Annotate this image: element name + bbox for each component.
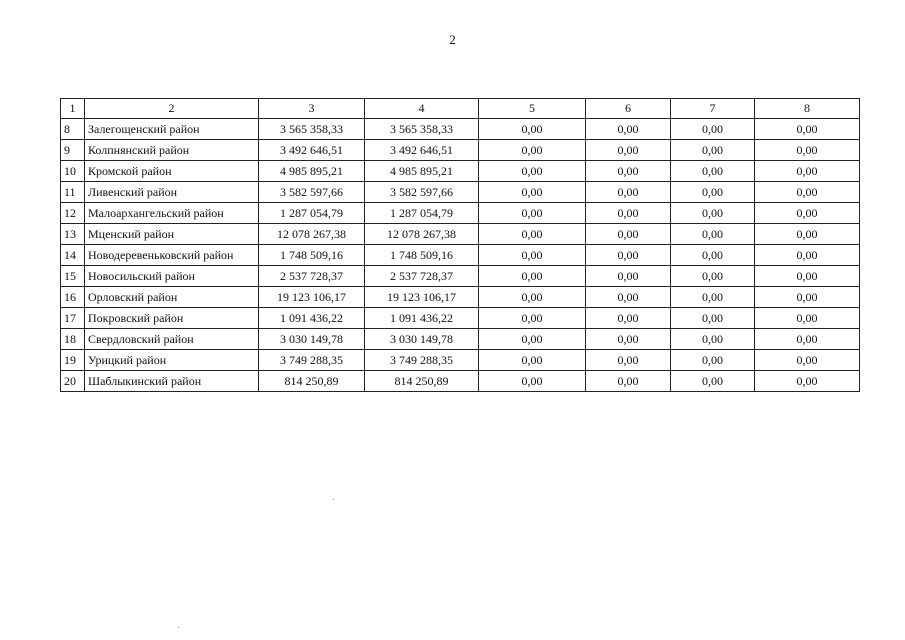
column-6-cell: 0,00 bbox=[586, 182, 671, 203]
column-3-cell: 4 985 895,21 bbox=[259, 161, 365, 182]
row-number-cell: 14 bbox=[61, 245, 85, 266]
column-header-1: 1 bbox=[61, 99, 85, 119]
row-number-cell: 17 bbox=[61, 308, 85, 329]
column-7-cell: 0,00 bbox=[671, 266, 755, 287]
column-4-cell: 3 565 358,33 bbox=[365, 119, 479, 140]
column-5-cell: 0,00 bbox=[479, 224, 586, 245]
column-8-cell: 0,00 bbox=[755, 245, 860, 266]
column-header-2: 2 bbox=[85, 99, 259, 119]
column-3-cell: 3 030 149,78 bbox=[259, 329, 365, 350]
column-7-cell: 0,00 bbox=[671, 224, 755, 245]
table-row bbox=[61, 224, 860, 245]
scan-speck bbox=[333, 499, 334, 500]
scan-speck bbox=[178, 627, 179, 628]
column-8-cell: 0,00 bbox=[755, 266, 860, 287]
column-header-8: 8 bbox=[755, 99, 860, 119]
district-name-cell: Свердловский район bbox=[85, 329, 259, 350]
column-8-cell: 0,00 bbox=[755, 182, 860, 203]
column-5-cell: 0,00 bbox=[479, 182, 586, 203]
column-6-cell: 0,00 bbox=[586, 224, 671, 245]
column-3-cell: 1 091 436,22 bbox=[259, 308, 365, 329]
table-row bbox=[61, 203, 860, 224]
column-4-cell: 19 123 106,17 bbox=[365, 287, 479, 308]
district-name-cell: Ливенский район bbox=[85, 182, 259, 203]
column-header-7: 7 bbox=[671, 99, 755, 119]
table-row bbox=[61, 140, 860, 161]
column-header-5: 5 bbox=[479, 99, 586, 119]
row-number-cell: 15 bbox=[61, 266, 85, 287]
column-4-cell: 2 537 728,37 bbox=[365, 266, 479, 287]
table-row bbox=[61, 287, 860, 308]
column-header-4: 4 bbox=[365, 99, 479, 119]
column-7-cell: 0,00 bbox=[671, 287, 755, 308]
column-6-cell: 0,00 bbox=[586, 308, 671, 329]
page-number: 2 bbox=[449, 32, 456, 47]
column-4-cell: 1 748 509,16 bbox=[365, 245, 479, 266]
column-4-cell: 3 030 149,78 bbox=[365, 329, 479, 350]
column-7-cell: 0,00 bbox=[671, 329, 755, 350]
column-5-cell: 0,00 bbox=[479, 161, 586, 182]
row-number-cell: 16 bbox=[61, 287, 85, 308]
row-number-cell: 8 bbox=[61, 119, 85, 140]
column-6-cell: 0,00 bbox=[586, 329, 671, 350]
column-8-cell: 0,00 bbox=[755, 371, 860, 392]
table-row bbox=[61, 119, 860, 140]
table-row bbox=[61, 329, 860, 350]
column-header-6: 6 bbox=[586, 99, 671, 119]
column-4-cell: 4 985 895,21 bbox=[365, 161, 479, 182]
column-5-cell: 0,00 bbox=[479, 308, 586, 329]
column-3-cell: 814 250,89 bbox=[259, 371, 365, 392]
column-6-cell: 0,00 bbox=[586, 140, 671, 161]
column-5-cell: 0,00 bbox=[479, 140, 586, 161]
district-name-cell: Залегощенский район bbox=[85, 119, 259, 140]
column-6-cell: 0,00 bbox=[586, 161, 671, 182]
column-5-cell: 0,00 bbox=[479, 266, 586, 287]
column-6-cell: 0,00 bbox=[586, 203, 671, 224]
column-header-3: 3 bbox=[259, 99, 365, 119]
district-name-cell: Новодеревеньковский район bbox=[85, 245, 259, 266]
column-7-cell: 0,00 bbox=[671, 161, 755, 182]
row-number-cell: 19 bbox=[61, 350, 85, 371]
column-3-cell: 3 565 358,33 bbox=[259, 119, 365, 140]
column-7-cell: 0,00 bbox=[671, 140, 755, 161]
column-4-cell: 3 749 288,35 bbox=[365, 350, 479, 371]
column-8-cell: 0,00 bbox=[755, 329, 860, 350]
district-name-cell: Малоархангельский район bbox=[85, 203, 259, 224]
district-name-cell: Кромской район bbox=[85, 161, 259, 182]
row-number-cell: 12 bbox=[61, 203, 85, 224]
district-name-cell: Колпнянский район bbox=[85, 140, 259, 161]
district-name-cell: Мценский район bbox=[85, 224, 259, 245]
table-row bbox=[61, 182, 860, 203]
table-row bbox=[61, 161, 860, 182]
column-4-cell: 814 250,89 bbox=[365, 371, 479, 392]
column-6-cell: 0,00 bbox=[586, 371, 671, 392]
table-row bbox=[61, 308, 860, 329]
column-7-cell: 0,00 bbox=[671, 203, 755, 224]
column-8-cell: 0,00 bbox=[755, 308, 860, 329]
column-5-cell: 0,00 bbox=[479, 371, 586, 392]
column-7-cell: 0,00 bbox=[671, 245, 755, 266]
column-3-cell: 3 492 646,51 bbox=[259, 140, 365, 161]
column-7-cell: 0,00 bbox=[671, 371, 755, 392]
column-8-cell: 0,00 bbox=[755, 161, 860, 182]
column-7-cell: 0,00 bbox=[671, 350, 755, 371]
column-4-cell: 1 091 436,22 bbox=[365, 308, 479, 329]
column-5-cell: 0,00 bbox=[479, 329, 586, 350]
district-name-cell: Покровский район bbox=[85, 308, 259, 329]
column-3-cell: 2 537 728,37 bbox=[259, 266, 365, 287]
district-name-cell: Урицкий район bbox=[85, 350, 259, 371]
row-number-cell: 18 bbox=[61, 329, 85, 350]
district-name-cell: Новосильский район bbox=[85, 266, 259, 287]
column-4-cell: 3 582 597,66 bbox=[365, 182, 479, 203]
column-6-cell: 0,00 bbox=[586, 245, 671, 266]
table-row bbox=[61, 245, 860, 266]
column-6-cell: 0,00 bbox=[586, 287, 671, 308]
data-table bbox=[60, 98, 860, 392]
district-name-cell: Шаблыкинский район bbox=[85, 371, 259, 392]
row-number-cell: 13 bbox=[61, 224, 85, 245]
column-6-cell: 0,00 bbox=[586, 119, 671, 140]
table-body bbox=[61, 119, 860, 392]
row-number-cell: 9 bbox=[61, 140, 85, 161]
column-6-cell: 0,00 bbox=[586, 350, 671, 371]
column-3-cell: 3 582 597,66 bbox=[259, 182, 365, 203]
column-7-cell: 0,00 bbox=[671, 119, 755, 140]
district-name-cell: Орловский район bbox=[85, 287, 259, 308]
column-5-cell: 0,00 bbox=[479, 287, 586, 308]
column-8-cell: 0,00 bbox=[755, 203, 860, 224]
column-3-cell: 3 749 288,35 bbox=[259, 350, 365, 371]
column-7-cell: 0,00 bbox=[671, 308, 755, 329]
row-number-cell: 20 bbox=[61, 371, 85, 392]
column-8-cell: 0,00 bbox=[755, 119, 860, 140]
column-8-cell: 0,00 bbox=[755, 140, 860, 161]
row-number-cell: 10 bbox=[61, 161, 85, 182]
column-3-cell: 19 123 106,17 bbox=[259, 287, 365, 308]
column-3-cell: 1 287 054,79 bbox=[259, 203, 365, 224]
table-row bbox=[61, 350, 860, 371]
column-4-cell: 12 078 267,38 bbox=[365, 224, 479, 245]
column-6-cell: 0,00 bbox=[586, 266, 671, 287]
column-3-cell: 1 748 509,16 bbox=[259, 245, 365, 266]
column-8-cell: 0,00 bbox=[755, 224, 860, 245]
column-4-cell: 3 492 646,51 bbox=[365, 140, 479, 161]
table-header-row bbox=[61, 99, 860, 119]
row-number-cell: 11 bbox=[61, 182, 85, 203]
column-7-cell: 0,00 bbox=[671, 182, 755, 203]
column-3-cell: 12 078 267,38 bbox=[259, 224, 365, 245]
column-5-cell: 0,00 bbox=[479, 119, 586, 140]
column-4-cell: 1 287 054,79 bbox=[365, 203, 479, 224]
table-row bbox=[61, 266, 860, 287]
column-5-cell: 0,00 bbox=[479, 350, 586, 371]
table-row bbox=[61, 371, 860, 392]
column-8-cell: 0,00 bbox=[755, 287, 860, 308]
column-5-cell: 0,00 bbox=[479, 203, 586, 224]
column-5-cell: 0,00 bbox=[479, 245, 586, 266]
column-8-cell: 0,00 bbox=[755, 350, 860, 371]
